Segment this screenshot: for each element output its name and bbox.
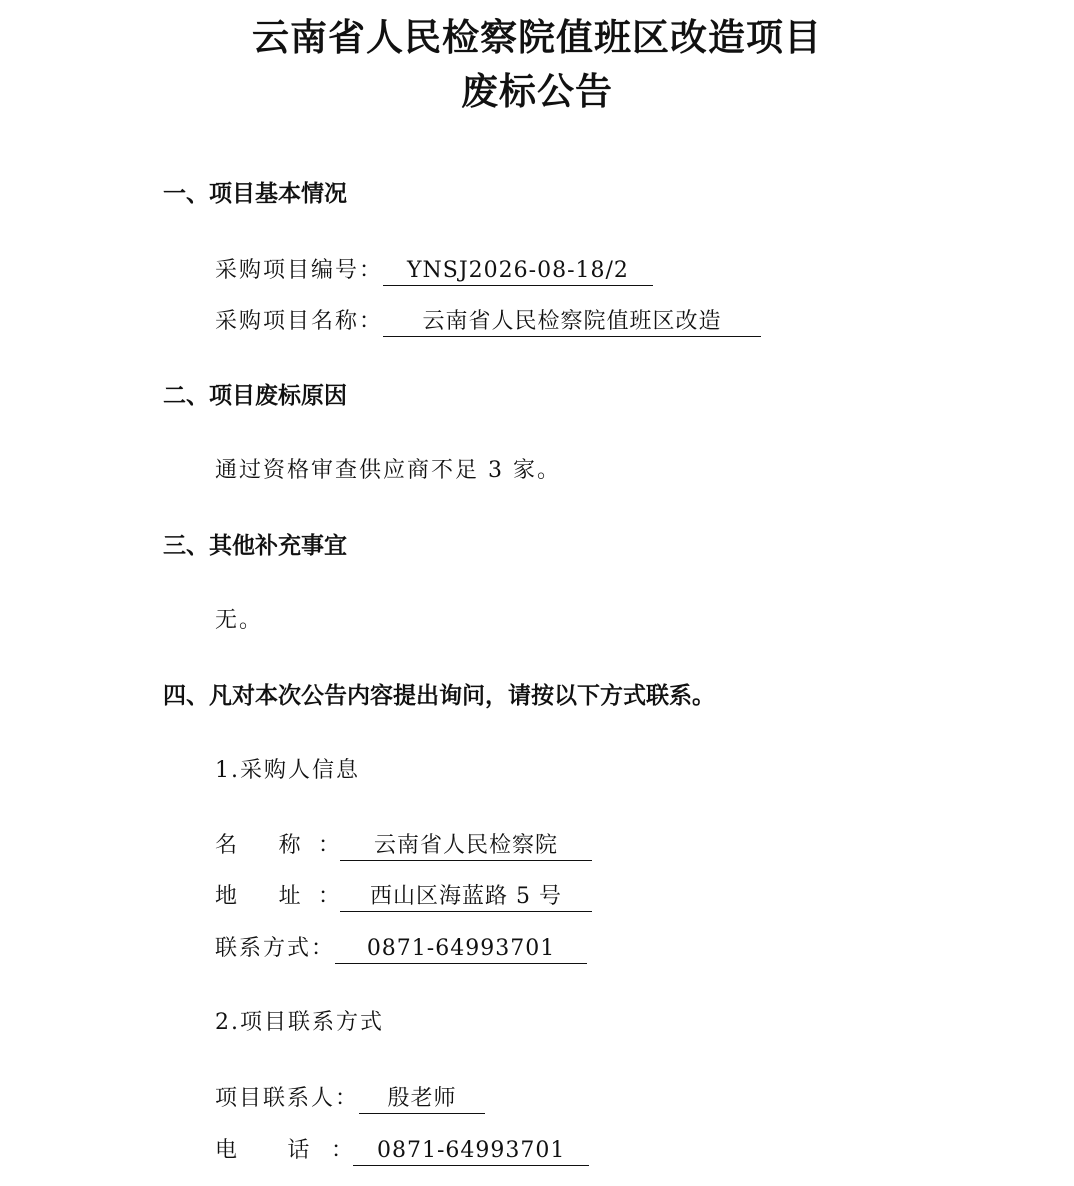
project-contact-person-value: 殷老师 [359,1085,485,1114]
purchaser-name-value: 云南省人民检察院 [340,832,592,861]
section1-heading: 一、项目基本情况 [163,181,347,207]
purchaser-contact-value: 0871-64993701 [335,935,587,964]
supplementary-content: 无。 [215,608,264,633]
document-title-line1: 云南省人民检察院值班区改造项目 [252,16,822,59]
project-phone-row [215,1136,589,1166]
purchaser-contact-label: 联系方式： [215,936,336,961]
project-number-row [215,256,653,286]
purchaser-address-label: 地 址： [215,884,340,909]
project-contact-person-row [215,1084,485,1114]
section3-heading: 三、其他补充事宜 [163,533,347,559]
purchaser-name-label: 名 称： [215,833,340,858]
project-number-label: 采购项目编号： [215,258,384,283]
purchaser-name-row [215,831,592,861]
project-name-value: 云南省人民检察院值班区改造 [383,308,761,337]
purchaser-address-value: 西山区海蓝路 5 号 [340,883,592,912]
purchaser-info-title: 1.采购人信息 [215,758,360,783]
project-phone-value: 0871-64993701 [353,1137,589,1166]
section2-heading: 二、项目废标原因 [163,383,347,409]
purchaser-contact-row [215,934,587,964]
project-contact-title: 2.项目联系方式 [215,1010,384,1035]
project-name-row [215,307,761,337]
section4-heading: 四、凡对本次公告内容提出询问，请按以下方式联系。 [163,683,715,709]
project-number-value: YNSJ2026-08-18/2 [383,257,653,286]
purchaser-address-row [215,882,592,912]
abandon-reason: 通过资格审查供应商不足 3 家。 [215,458,561,483]
project-name-label: 采购项目名称： [215,309,384,334]
project-phone-label: 电 话： [215,1138,353,1163]
document-title-line2: 废标公告 [461,70,613,113]
project-contact-person-label: 项目联系人： [215,1086,360,1111]
